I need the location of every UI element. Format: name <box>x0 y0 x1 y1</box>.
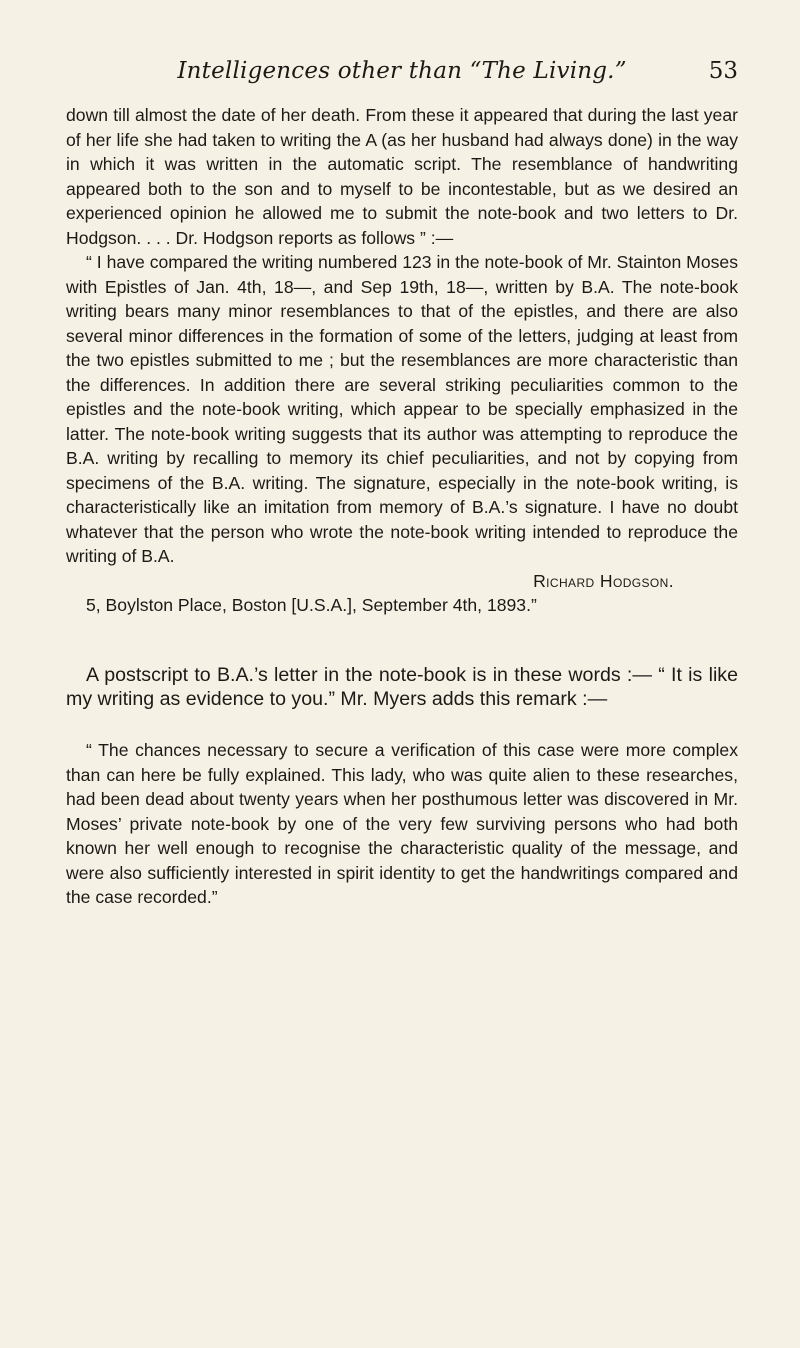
signature: Richard Hodgson. <box>533 570 674 591</box>
running-title: Intelligences other than “The Living.” <box>177 58 627 84</box>
page-number: 53 <box>708 58 738 84</box>
main-text <box>66 103 738 618</box>
paragraph-continuation: down till almost the date of her death. From these it appeared that during the last year of her life she had taken to writing the A (as her husband had always done) in the way in which it was written in the automatic script. The resemblance of handwriting appeared both to the son and to myself to be incontestable, but as we desired an experienced opinion he allowed me to submit the note-book and two letters to Dr. Hodgson. . . . Dr. Hodgson reports as follows ” :— <box>66 105 738 248</box>
postscript-paragraph: A postscript to B.A.’s letter in the note-book is in these words :— “ It is like my writing as evidence to you.” Mr. Myers adds this remark :— <box>66 664 738 710</box>
myers-remark-block <box>66 738 738 910</box>
postscript-block <box>66 663 738 711</box>
address-line: 5, Boylston Place, Boston [U.S.A.], September 4th, 1893.” <box>86 595 537 615</box>
hodgson-report-quote: “ I have compared the writing numbered 123 in the note-book of Mr. Stainton Moses with Epistles of Jan. 4th, 18—, and Sep 19th, 18—, written by B.A. The note-book writing bears many minor resemblances to that of the epistles, and there are also several minor differences in the formation of some of the letters, judging at least from the two epistles submitted to me ; but the resemblances are more characteristic than the differences. In addition there are several striking peculiarities common to the epistles and the note-book writing, which appear to be specially emphasized in the latter. The note-book writing suggests that its author was attempting to reproduce the B.A. writing by recalling to memory its chief peculiarities, and not by copying from specimens of the B.A. writing. The signature, especially in the note-book writing, is characteristically like an imitation from memory of B.A.’s signature. I have no doubt whatever that the person who wrote the note-book writing intended to reproduce the writing of B.A. <box>66 252 738 566</box>
running-head <box>66 58 738 92</box>
myers-remark-quote: “ The chances necessary to secure a verification of this case were more complex than can here be fully explained. This lady, who was quite alien to these researches, had been dead about twenty years when her posthumous letter was discovered in Mr. Moses’ private note-book by one of the very few surviving persons who had both known her well enough to recognise the characteristic quality of the message, and were also sufficiently interested in spirit identity to get the handwritings compared and the case recorded.” <box>66 740 738 907</box>
